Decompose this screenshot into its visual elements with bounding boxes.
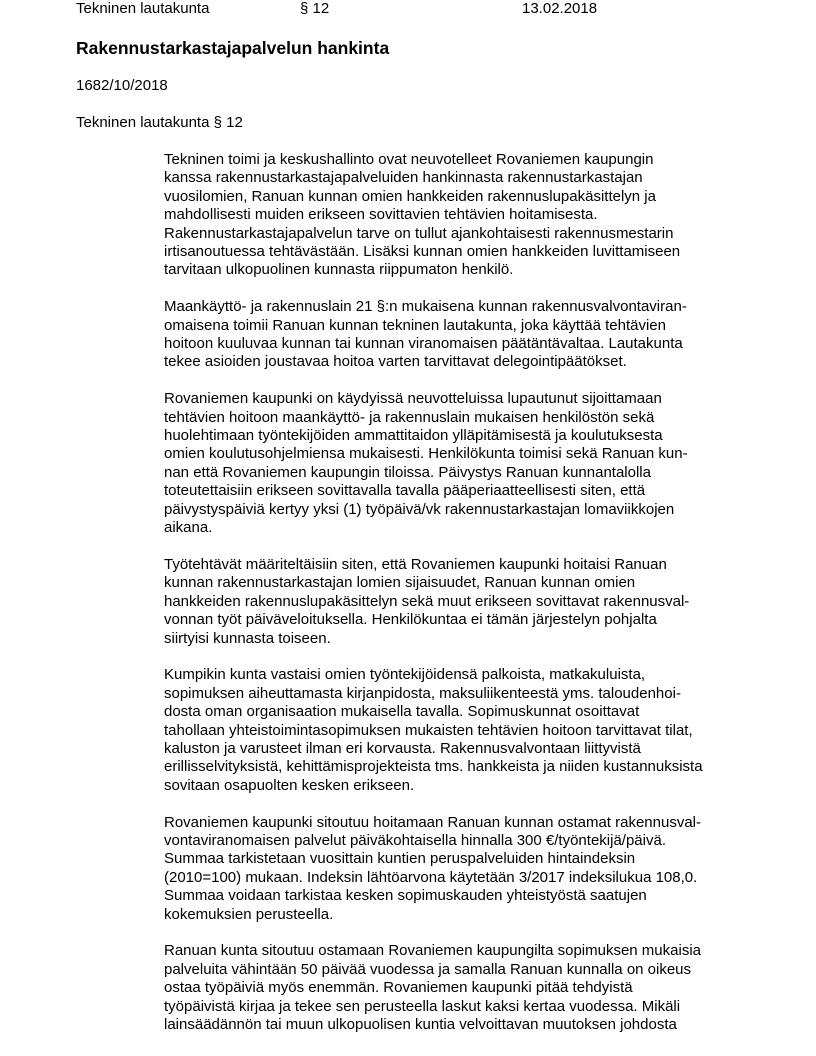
paragraph-line: (2010=100) mukaan. Indeksin lähtöarvona käytetään 3/2017 indeksilukua 108,0. [164, 868, 698, 886]
paragraph-line: kanssa rakennustarkastajapalveluiden hankinnasta rakennustarkastajan [164, 169, 643, 187]
paragraph [164, 390, 764, 537]
page-header [0, 0, 816, 20]
section-reference: Tekninen lautakunta § 12 [76, 114, 243, 131]
paragraph-line: Ranuan kunta sitoutuu ostamaan Rovaniemen kaupungilta sopimuksen mukaisia [164, 942, 701, 960]
paragraph-line: aikana. [164, 519, 213, 537]
paragraph-line: hankkeiden rakennuslupakäsittelyn sekä muut erikseen sovittavat rakennusval- [164, 592, 690, 610]
paragraph-line: Rovaniemen kaupunki sitoutuu hoitamaan Ranuan kunnan ostamat rakennusval- [164, 813, 702, 831]
paragraph-line: tahollaan yhteistoimintasopimuksen mukaisten tehtävien hoitoon tarvittavat tilat, [164, 721, 693, 739]
paragraph-line: nan että Rovaniemen kaupungin tiloissa. Päivystys Ranuan kunnantalolla [164, 463, 651, 481]
paragraph [164, 556, 764, 648]
document-number: 1682/10/2018 [76, 77, 168, 94]
paragraph-line: tarvitaan ulkopuolinen kunnasta riippumaton henkilö. [164, 261, 514, 279]
paragraph-line: omien koulutusohjelmiensa mukaisesti. Henkilökunta toimisi sekä Ranuan kun- [164, 445, 688, 463]
paragraph-line: kaluston ja varusteet ilman eri korvausta. Rakennusvalvontaan liittyvistä [164, 739, 641, 757]
paragraph-line: tekee asioiden joustavaa hoitoa varten tarvittavat delegointipäätökset. [164, 353, 627, 371]
body-text [164, 151, 764, 1053]
paragraph-line: Kumpikin kunta vastaisi omien työntekijöidensä palkoista, matkakuluista, [164, 666, 646, 684]
paragraph-line: hoitoon kuuluvaa kunnan tai kunnan viranomaisen päätäntävaltaa. Lautakunta [164, 335, 683, 353]
paragraph-line: Työtehtävät määriteltäisiin siten, että Rovaniemen kaupunki hoitaisi Ranuan [164, 555, 667, 573]
paragraph-line: lainsäädännön tai muun ulkopuolisen kuntia velvoittavan muutoksen johdosta [164, 1016, 677, 1033]
paragraph-line: sopimuksen aiheuttamasta kirjanpidosta, maksuliikenteestä yms. taloudenhoi- [164, 684, 681, 702]
paragraph-line: sovitaan osapuolten kesken erikseen. [164, 776, 415, 794]
paragraph-line: omaisena toimii Ranuan kunnan tekninen lautakunta, joka käyttää tehtävien [164, 316, 666, 334]
paragraph-line: irtisanoutuessa tehtävästään. Lisäksi kunnan omien hankkeiden luvittamiseen [164, 243, 681, 261]
header-committee: Tekninen lautakunta [76, 0, 210, 17]
header-section: § 12 [300, 0, 330, 17]
paragraph-line: dosta oman organisaation mukaisella tavalla. Sopimuskunnat osoittavat [164, 703, 640, 721]
paragraph [164, 814, 764, 924]
paragraph-line: työpäivistä kirjaa ja tekee sen perusteella laskut kaksi kertaa vuodessa. Mikäli [164, 997, 681, 1015]
paragraph-line: mahdollisesti muiden erikseen sovittavien tehtävien hoitamisesta. [164, 206, 598, 224]
paragraph-line: Maankäyttö- ja rakennuslain 21 §:n mukaisena kunnan rakennusvalvontaviran- [164, 298, 687, 316]
paragraph-line: siirtyisi kunnasta toiseen. [164, 629, 331, 647]
paragraph-line: vontaviranomaisen palvelut päiväkohtaisella hinnalla 300 €/työntekijä/päivä. [164, 831, 666, 849]
paragraph-line: tehtävien hoitoon maankäyttö- ja rakennuslain mukaisen henkilöstön sekä [164, 408, 655, 426]
paragraph-line: vuosilomien, Ranuan kunnan omien hankkeiden rakennuslupakäsittelyn ja [164, 187, 656, 205]
paragraph-line: Rovaniemen kaupunki on käydyissä neuvotteluissa lupautunut sijoittamaan [164, 390, 662, 408]
paragraph-line: huolehtimaan työntekijöiden ammattitaidon ylläpitämisestä ja koulutuksesta [164, 427, 663, 445]
paragraph-line: kunnan rakennustarkastajan lomien sijaisuudet, Ranuan kunnan omien [164, 574, 636, 592]
paragraph [164, 298, 764, 372]
paragraph-line: ostaa työpäiviä myös enemmän. Rovaniemen kaupunki pitää tehdyistä [164, 979, 633, 997]
paragraph [164, 666, 764, 795]
paragraph-line: palveluita vähintään 50 päivää vuodessa ja samalla Ranuan kunnalla on oikeus [164, 960, 692, 978]
paragraph-line: toteutettaisiin erikseen sovittavalla tavalla pääperiaatteellisesti siten, että [164, 482, 646, 500]
document-title: Rakennustarkastajapalvelun hankinta [76, 38, 390, 58]
paragraph-line: erillisselvityksistä, kehittämisprojekteista tms. hankkeista ja niiden kustannuksista [164, 758, 703, 776]
paragraph [164, 151, 764, 280]
paragraph-line: Tekninen toimi ja keskushallinto ovat neuvotelleet Rovaniemen kaupungin [164, 151, 654, 168]
paragraph-line: vonnan työt päiväveloituksella. Henkilökuntaa ei tämän järjestelyn pohjalta [164, 611, 657, 629]
paragraph [164, 942, 764, 1034]
header-date: 13.02.2018 [522, 0, 598, 17]
paragraph-line: Summaa voidaan tarkistaa kesken sopimuskauden yhteistyöstä saatujen [164, 887, 647, 905]
paragraph-line: kokemuksien perusteella. [164, 905, 334, 923]
paragraph-line: päivystyspäiviä kertyy yksi (1) työpäivä/vk rakennustarkastajan lomaviikkojen [164, 500, 675, 518]
paragraph-line: Summaa tarkistetaan vuosittain kuntien peruspalveluiden hintaindeksin [164, 850, 636, 868]
paragraph-line: Rakennustarkastajapalvelun tarve on tullut ajankohtaisesti rakennusmestarin [164, 224, 674, 242]
